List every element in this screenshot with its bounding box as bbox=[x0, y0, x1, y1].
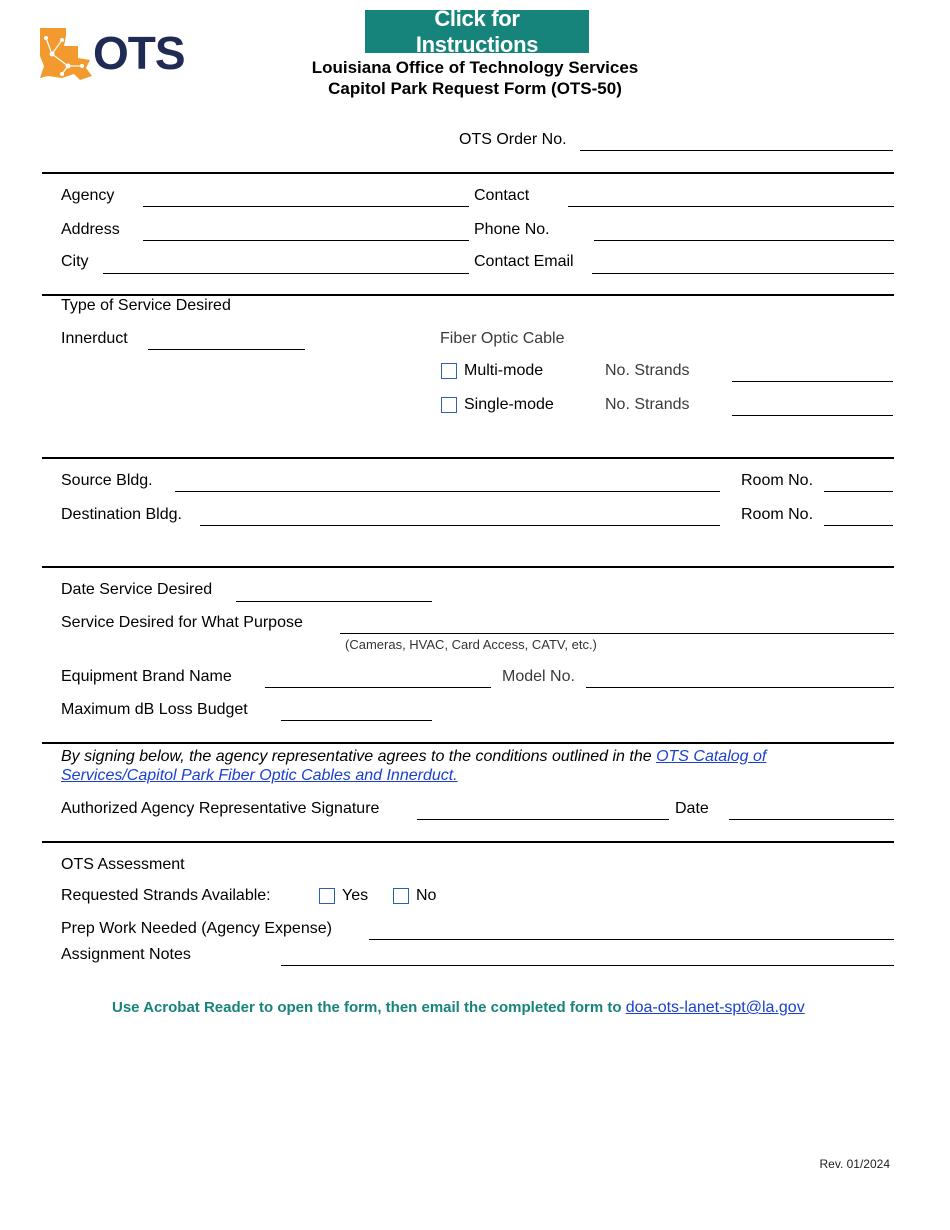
destination-room-input[interactable] bbox=[824, 505, 893, 525]
singlemode-strands-input[interactable] bbox=[732, 395, 893, 415]
strands-available-label: Requested Strands Available: bbox=[61, 887, 271, 904]
model-input[interactable] bbox=[586, 667, 894, 687]
innerduct-input[interactable] bbox=[148, 329, 305, 349]
yes-checkbox[interactable] bbox=[319, 888, 335, 904]
assessment-heading: OTS Assessment bbox=[61, 856, 185, 873]
email-input[interactable] bbox=[592, 253, 894, 273]
address-label: Address bbox=[61, 221, 120, 238]
email-label: Contact Email bbox=[474, 253, 574, 270]
date-desired-label: Date Service Desired bbox=[61, 581, 213, 598]
multimode-strands-label: No. Strands bbox=[605, 362, 690, 379]
purpose-hint: (Cameras, HVAC, Card Access, CATV, etc.) bbox=[345, 637, 597, 652]
source-bldg-label: Source Bldg. bbox=[61, 472, 153, 489]
city-input[interactable] bbox=[103, 253, 469, 273]
phone-input[interactable] bbox=[594, 220, 894, 240]
signature-label: Authorized Agency Representative Signature bbox=[61, 800, 380, 817]
contact-input[interactable] bbox=[568, 186, 894, 206]
catalog-link[interactable]: OTS Catalog of Services/Capitol Park Fiber Optic Cables and Innerduct. bbox=[61, 748, 767, 784]
singlemode-checkbox[interactable] bbox=[441, 397, 457, 413]
multimode-strands-input[interactable] bbox=[732, 361, 893, 381]
divider bbox=[42, 841, 894, 843]
divider bbox=[42, 172, 894, 174]
divider bbox=[42, 742, 894, 744]
no-checkbox[interactable] bbox=[393, 888, 409, 904]
support-email-link[interactable]: doa-ots-lanet-spt@la.gov bbox=[625, 999, 805, 1016]
brand-input[interactable] bbox=[265, 667, 491, 687]
date-desired-input[interactable] bbox=[236, 581, 432, 601]
singlemode-label: Single-mode bbox=[464, 396, 554, 413]
order-no-input[interactable] bbox=[580, 130, 893, 150]
logo-text: OTS bbox=[93, 27, 185, 79]
footer-instruction bbox=[112, 999, 805, 1017]
model-label: Model No. bbox=[502, 668, 575, 685]
signature-date-input[interactable] bbox=[729, 799, 894, 819]
assignment-notes-label: Assignment Notes bbox=[61, 946, 191, 963]
db-budget-input[interactable] bbox=[281, 700, 432, 720]
source-room-input[interactable] bbox=[824, 471, 893, 491]
city-label: City bbox=[61, 253, 89, 270]
ots-logo bbox=[38, 26, 193, 82]
contact-label: Contact bbox=[474, 187, 530, 204]
multimode-label: Multi-mode bbox=[464, 362, 544, 379]
destination-room-label: Room No. bbox=[741, 506, 814, 523]
phone-label: Phone No. bbox=[474, 221, 550, 238]
singlemode-strands-label: No. Strands bbox=[605, 396, 690, 413]
db-budget-label: Maximum dB Loss Budget bbox=[61, 701, 248, 718]
prep-work-label: Prep Work Needed (Agency Expense) bbox=[61, 920, 332, 937]
form-title: Capitol Park Request Form (OTS-50) bbox=[328, 79, 622, 98]
no-label: No bbox=[416, 887, 437, 904]
divider bbox=[42, 566, 894, 568]
revision-label: Rev. 01/2024 bbox=[819, 1157, 890, 1171]
address-input[interactable] bbox=[143, 220, 469, 240]
agreement-statement: By signing below, the agency representative agrees to the conditions outlined in the bbox=[61, 748, 657, 765]
fiber-heading: Fiber Optic Cable bbox=[440, 330, 565, 347]
purpose-input[interactable] bbox=[340, 613, 894, 633]
assignment-notes-input[interactable] bbox=[281, 945, 894, 965]
prep-work-input[interactable] bbox=[369, 919, 894, 939]
signature-date-label: Date bbox=[675, 800, 709, 817]
divider bbox=[42, 457, 894, 459]
agency-input[interactable] bbox=[143, 186, 469, 206]
yes-label: Yes bbox=[342, 887, 369, 904]
source-bldg-input[interactable] bbox=[175, 471, 720, 491]
destination-bldg-input[interactable] bbox=[200, 505, 720, 525]
footer-text: Use Acrobat Reader to open the form, then email the completed form to bbox=[112, 999, 626, 1016]
destination-bldg-label: Destination Bldg. bbox=[61, 506, 182, 523]
agency-label: Agency bbox=[61, 187, 115, 204]
order-no-label: OTS Order No. bbox=[459, 131, 567, 148]
agreement-text bbox=[61, 747, 861, 785]
source-room-label: Room No. bbox=[741, 472, 814, 489]
purpose-label: Service Desired for What Purpose bbox=[61, 614, 303, 631]
signature-input[interactable] bbox=[417, 799, 669, 819]
multimode-checkbox[interactable] bbox=[441, 363, 457, 379]
service-type-heading: Type of Service Desired bbox=[61, 297, 231, 314]
instructions-button[interactable]: Click for Instructions bbox=[365, 10, 589, 53]
innerduct-label: Innerduct bbox=[61, 330, 128, 347]
louisiana-state-icon bbox=[38, 26, 94, 82]
brand-label: Equipment Brand Name bbox=[61, 668, 232, 685]
page-title: Louisiana Office of Technology Services bbox=[311, 58, 639, 77]
